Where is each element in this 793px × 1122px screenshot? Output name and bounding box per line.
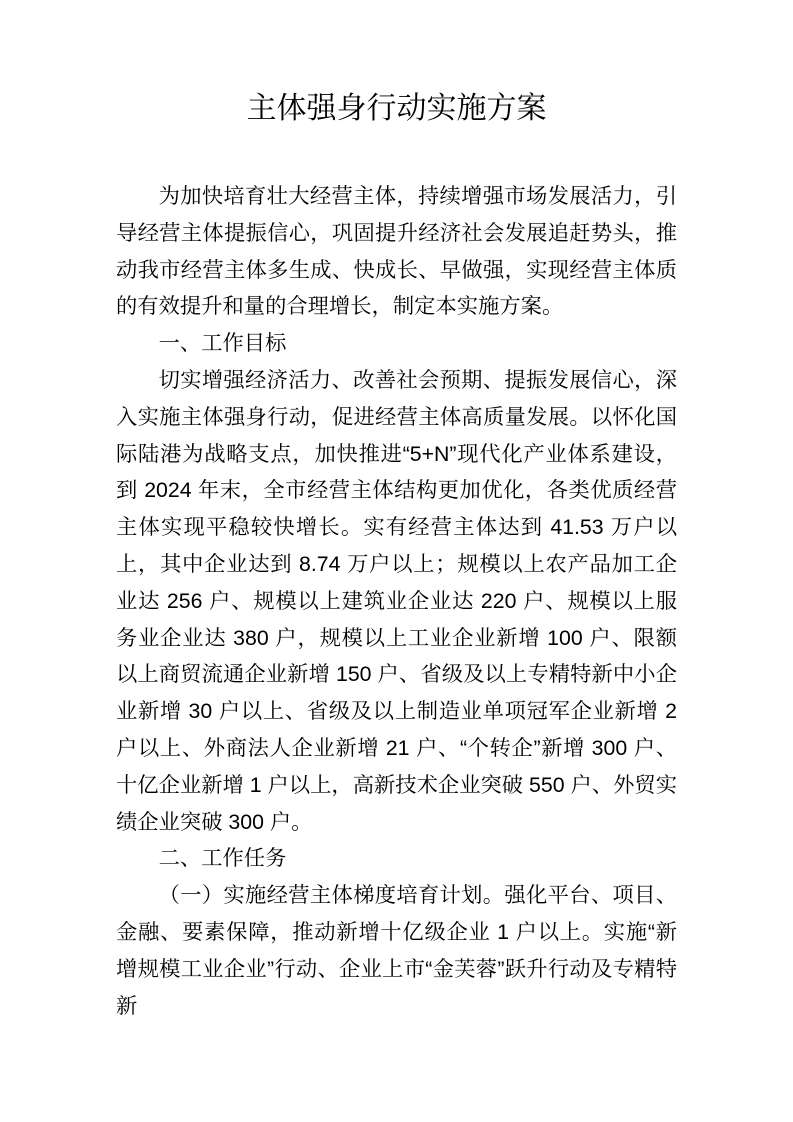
intro-paragraph: 为加快培育壮大经营主体，持续增强市场发展活力，引导经营主体提振信心，巩固提升经济社会发展追赶势头，推动我市经营主体多生成、快成长、早做强，实现经营主体质的有效提升和量的合理增长，制定本实施方案。 [116, 184, 677, 319]
section-heading-work-tasks: 二、工作任务 [158, 846, 287, 871]
work-tasks-paragraph: （一）实施经营主体梯度培育计划。强化平台、项目、金融、要素保障，推动新增十亿级企业 1 户以上。实施“新增规模工业企业”行动、企业上市“金芙蓉”跃升行动及专精特新 [116, 883, 677, 1018]
section-heading-work-goals: 一、工作目标 [158, 331, 287, 356]
document-title: 主体强身行动实施方案 [246, 92, 547, 125]
work-goals-paragraph: 切实增强经济活力、改善社会预期、提振发展信心，深入实施主体强身行动，促进经营主体高质量发展。以怀化国际陆港为战略支点，加快推进“5+N”现代化产业体系建设，到 2024 年末，全市经营主体结构更加优化，各类优质经营主体实现平稳较快增长。实有经营主体达到 41.53 万户以上，其中企业达到 8.74 万户以上；规模以上农产品加工企业达 256 户、规模以上建筑业企业达 220 户、规模以上服务业企业达 380 户，规模以上工业企业新增 100 户、限额以上商贸流通企业新增 150 户、省级及以上专精特新中小企业新增 30 户以上、省级及以上制造业单项冠军企业新增 2 户以上、外商法人企业新增 21 户、“个转企”新增 300 户、十亿企业新增 1 户以上，高新技术企业突破 550 户、外贸实绩企业突破 300 户。 [116, 367, 677, 834]
